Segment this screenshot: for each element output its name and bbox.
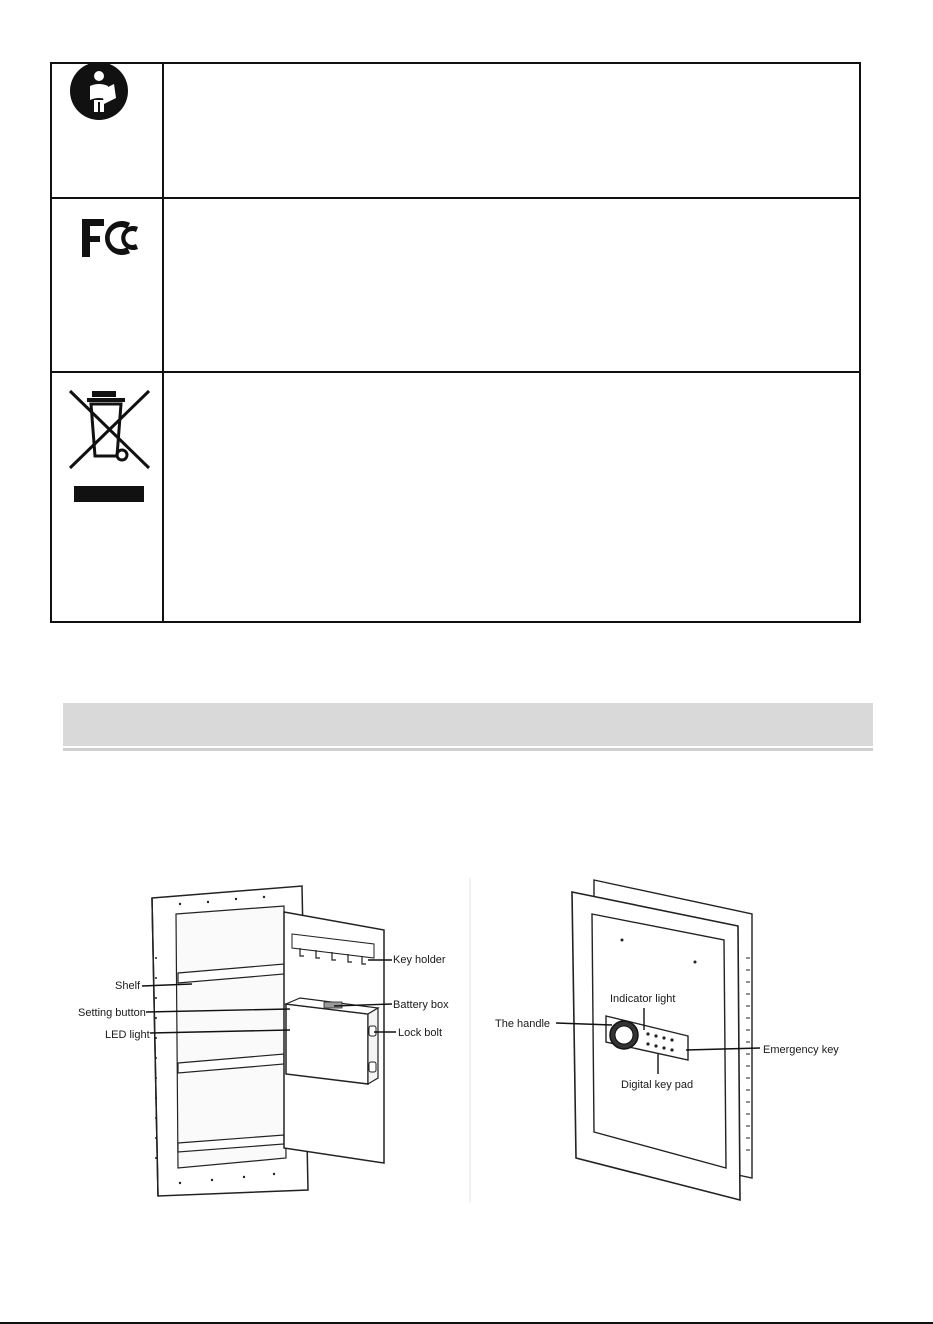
label-lock-bolt: Lock bolt	[398, 1027, 443, 1039]
label-emergency-key: Emergency key	[763, 1044, 839, 1056]
label-shelf: Shelf	[115, 980, 141, 992]
closed-safe-diagram	[490, 878, 870, 1203]
label-led-light: LED light	[105, 1029, 150, 1041]
symbol-row-weee	[52, 373, 859, 623]
section-heading-bar	[63, 703, 873, 746]
symbol-row-manual	[52, 64, 859, 199]
label-setting-button: Setting button	[78, 1007, 146, 1019]
label-digital-key-pad: Digital key pad	[621, 1079, 694, 1091]
symbol-cell	[52, 64, 164, 197]
label-battery-box: Battery box	[393, 999, 449, 1011]
label-key-holder: Key holder	[393, 954, 446, 966]
read-manual-icon	[52, 64, 162, 194]
section-divider	[63, 748, 873, 751]
symbol-cell	[52, 199, 164, 371]
safety-symbols-table	[50, 62, 861, 623]
label-indicator-light: Indicator light	[610, 993, 676, 1005]
symbol-text	[166, 64, 859, 197]
fcc-logo-icon	[52, 199, 162, 369]
weee-crossed-bin-icon	[52, 373, 162, 513]
symbol-text	[166, 199, 859, 371]
open-safe-diagram	[72, 878, 472, 1203]
label-the-handle: The handle	[495, 1018, 551, 1030]
symbol-text	[166, 373, 859, 623]
symbol-cell	[52, 373, 164, 623]
symbol-row-fcc	[52, 199, 859, 373]
